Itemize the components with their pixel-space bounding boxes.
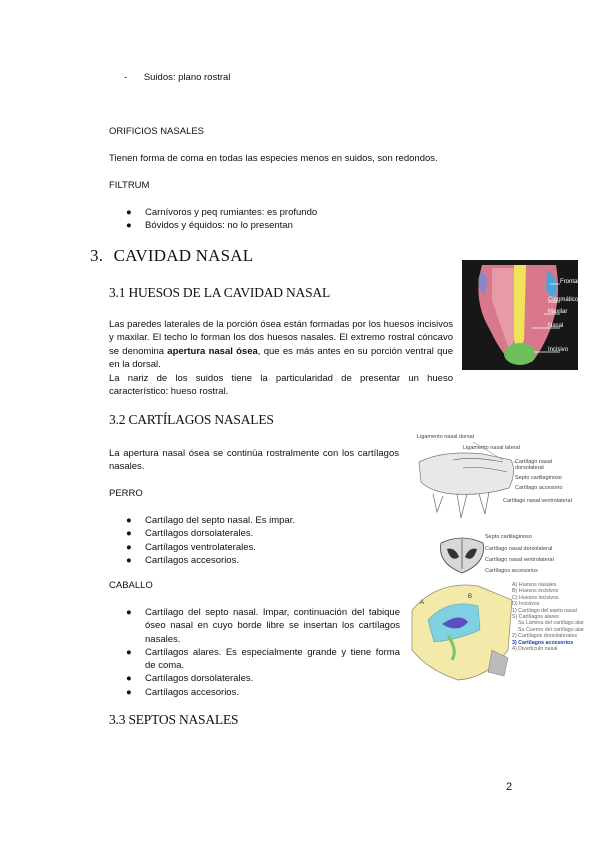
list-item-text: Bóvidos y équidos: no lo presentan	[145, 220, 293, 232]
list-item-text: Cartílago del septo nasal. Es impar.	[145, 515, 295, 526]
svg-text:B: B	[468, 594, 473, 600]
s32-paragraph: La apertura nasal ósea se continúa rostralmente con los cartílagos nasales.	[109, 448, 399, 473]
filtrum-list	[109, 206, 439, 233]
figure-label: Septo cartilaginoso	[485, 534, 532, 540]
legend-item: B) Huesos incisivos	[512, 588, 559, 595]
bullet-icon: ●	[126, 554, 132, 566]
perro-list	[109, 514, 399, 567]
s31-paragraph-2: La nariz de los suidos tiene la particularidad de presentar un hueso característico: hueso rostral.	[109, 373, 453, 398]
svg-text:A: A	[420, 600, 425, 606]
legend-item: Su Lámina del cartílago alar	[518, 620, 584, 627]
list-item-text: Cartílago del septo nasal. Impar, continuación del tabique óseo nasal en cuyo borde libre se insertan los cartílagos nasales.	[145, 607, 400, 645]
list-item	[109, 527, 399, 540]
legend-item: 2) Cartílagos dorsolaterales	[512, 633, 578, 640]
bullet-icon: ●	[126, 673, 132, 685]
list-item-text: Carnívoros y peq rumiantes: es profundo	[145, 207, 318, 218]
list-item-text: Cartílagos accesorios.	[145, 554, 239, 566]
list-item	[109, 541, 399, 554]
text-run: Las paredes laterales de la porción ósea están formadas por los huesos incisivos y maxilar. El techo lo forman los dos huesos nasales. El extremo rostral cóncavo se denomina	[109, 319, 453, 357]
legend-item: Su Cuerno del cartílago alar	[518, 626, 584, 633]
legend-item: C) Huesos incisivos	[512, 594, 559, 601]
list-item-text: Cartílagos alares. Es especialmente grande y tiene forma de coma.	[145, 646, 400, 672]
legend-item: 1) Cartílago del septo nasal	[512, 607, 577, 614]
bullet-icon: ●	[126, 207, 132, 218]
legend-item: A) Huesos nasales	[512, 582, 557, 588]
bullet-icon: ●	[126, 607, 132, 618]
list-item	[109, 554, 399, 567]
dash-marker: -	[124, 72, 128, 83]
figure-label: Cartílago accesorio	[515, 485, 563, 491]
top-item-text: Suidos: plano rostral	[143, 72, 231, 83]
list-item	[109, 606, 400, 646]
list-item-text: Cartílagos dorsolaterales.	[145, 673, 254, 685]
legend-item: 3) Cartílagos accesorios	[512, 639, 574, 646]
figure-label: Ligamento nasal lateral	[463, 445, 520, 451]
section-number: 3.	[90, 246, 104, 265]
bullet-icon: ●	[126, 686, 132, 698]
dog-cartilage-figure	[413, 432, 583, 530]
figure-label: Frontal	[560, 279, 579, 285]
orificios-text: Tienen forma de coma en todas las especies menos en suidos, son redondos.	[109, 153, 438, 164]
figure-label: Ligamento nasal dorsal	[417, 434, 474, 440]
section-title: CAVIDAD NASAL	[113, 246, 254, 265]
list-item	[109, 686, 400, 699]
list-item	[109, 672, 400, 685]
bullet-icon: ●	[126, 646, 132, 658]
filtrum-heading: FILTRUM	[109, 180, 150, 191]
subsection-title-3-2: 3.2 CARTÍLAGOS NASALES	[109, 412, 274, 427]
bullet-icon: ●	[126, 541, 132, 553]
dog-front-figure	[437, 533, 577, 577]
bullet-icon: ●	[126, 515, 132, 526]
top-list-item	[124, 71, 230, 84]
list-item-text: Cartílagos dorsolaterales.	[145, 528, 254, 540]
perro-heading: PERRO	[109, 488, 143, 499]
figure-label: Nasal	[548, 323, 564, 329]
caballo-list	[109, 606, 400, 699]
legend-item: 4) Divertículo nasal	[512, 646, 558, 653]
horse-cartilage-figure	[408, 580, 586, 692]
bold-term: apertura nasal ósea	[167, 345, 258, 357]
figure-label: Maxilar	[548, 309, 568, 315]
section-heading	[90, 246, 253, 266]
bullet-icon: ●	[126, 220, 132, 232]
page-number: 2	[506, 781, 513, 793]
figure-label: Incisivo	[548, 347, 569, 353]
subsection-title-3-1: 3.1 HUESOS DE LA CAVIDAD NASAL	[109, 285, 331, 300]
subsection-title-3-3: 3.3 SEPTOS NASALES	[109, 712, 239, 727]
list-item-text: Cartílagos ventrolaterales.	[145, 541, 256, 553]
figure-label: Cartílago nasal ventrolateral	[485, 557, 554, 563]
s31-paragraph-1	[109, 318, 453, 372]
horse-legend	[512, 582, 584, 652]
bullet-icon: ●	[126, 528, 132, 540]
list-item	[109, 646, 400, 673]
figure-label: Cartílago nasal dorsolateral	[485, 546, 553, 552]
figure-label: Cartílago nasal ventrolateral	[503, 498, 572, 504]
figure-label: Cartílago nasal dorsolateral	[515, 459, 552, 471]
list-item	[109, 219, 439, 232]
nasal-plane-illustration	[437, 533, 487, 577]
caballo-heading: CABALLO	[109, 580, 153, 591]
skull-figure	[462, 260, 578, 370]
horse-snout-illustration	[408, 580, 516, 692]
skull-illustration	[462, 260, 578, 370]
figure-label: Cartílagos accesorios	[485, 568, 538, 574]
figure-label: Septo cartilaginoso	[515, 475, 562, 481]
list-item	[109, 206, 439, 219]
orificios-heading: ORIFICIOS NASALES	[109, 126, 205, 137]
list-item	[109, 514, 399, 527]
legend-item: S) Cartílagos alares	[512, 614, 559, 621]
legend-item: D) Incisivos	[512, 601, 540, 608]
list-item-text: Cartílagos accesorios.	[145, 686, 239, 698]
text-run: , que es más antes en su porción ventral que en la dorsal.	[109, 345, 453, 371]
figure-label: Cigomático	[548, 297, 579, 303]
